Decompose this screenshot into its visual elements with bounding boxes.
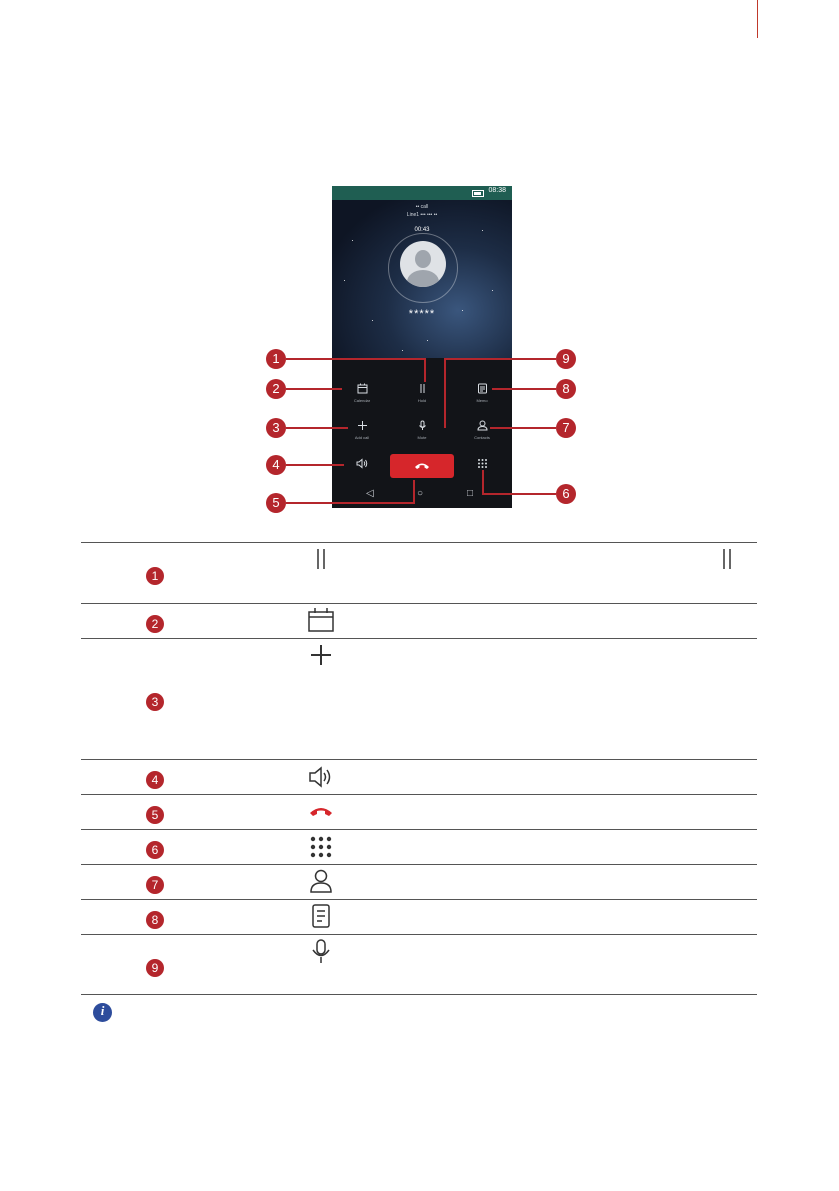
status-bar: [332, 186, 512, 200]
leader-line-9-v: [444, 358, 446, 428]
calendar-label: Calendar: [353, 398, 371, 403]
calendar-button[interactable]: [342, 383, 382, 404]
mute-label: Mute: [417, 435, 427, 440]
leader-line-1: [286, 358, 426, 360]
end-call-button[interactable]: [390, 454, 454, 478]
call-line-text: Line1 ••• ••• ••: [406, 212, 438, 218]
callout-2: 2: [266, 379, 286, 399]
add-call-icon: [342, 420, 382, 435]
navigation-bar: [332, 486, 512, 508]
table-row-number-9: 9: [146, 959, 164, 977]
battery-icon: [472, 190, 484, 197]
memo-label: Memo: [476, 398, 488, 403]
speaker-button[interactable]: [342, 458, 382, 473]
back-icon[interactable]: ◁: [366, 488, 374, 499]
end-call-icon: [414, 461, 430, 471]
table-rule: [81, 829, 757, 830]
caller-name: *****: [408, 308, 436, 320]
hold-icon-inline: [714, 548, 740, 570]
status-time: 08:38: [488, 187, 506, 194]
memo-button[interactable]: [462, 383, 502, 404]
in-call-screenshot: [332, 186, 512, 508]
hold-button[interactable]: [402, 383, 442, 404]
memo-icon: [308, 904, 334, 926]
hold-icon: [308, 548, 334, 570]
leader-line-4: [286, 464, 344, 466]
page-corner-rule: [757, 0, 758, 38]
recents-icon[interactable]: □: [467, 488, 474, 499]
table-row-number-2: 2: [146, 615, 164, 633]
calendar-icon: [308, 608, 334, 630]
hold-icon: [402, 383, 442, 398]
table-rule: [81, 934, 757, 935]
memo-icon: [462, 383, 502, 398]
call-timer: 00:43: [414, 227, 430, 233]
table-rule: [81, 759, 757, 760]
call-type-text: •• call: [415, 204, 429, 210]
table-row-number-8: 8: [146, 911, 164, 929]
table-rule: [81, 864, 757, 865]
callout-4: 4: [266, 455, 286, 475]
leader-line-5-v: [413, 480, 415, 504]
leader-line-8: [492, 388, 556, 390]
table-row-number-4: 4: [146, 771, 164, 789]
hold-label: Hold: [417, 398, 427, 403]
contacts-icon: [308, 869, 334, 891]
table-row-number-6: 6: [146, 841, 164, 859]
table-rule: [81, 638, 757, 639]
callout-9: 9: [556, 349, 576, 369]
table-row-number-5: 5: [146, 806, 164, 824]
leader-line-5: [286, 502, 414, 504]
callout-1: 1: [266, 349, 286, 369]
leader-line-6-v: [482, 470, 484, 495]
table-rule: [81, 794, 757, 795]
dialpad-icon: [308, 836, 334, 858]
avatar: [400, 241, 446, 287]
mute-button[interactable]: [402, 420, 442, 441]
leader-line-9: [444, 358, 556, 360]
info-note-icon: i: [93, 1003, 112, 1022]
callout-5: 5: [266, 493, 286, 513]
speaker-icon: [308, 766, 334, 788]
home-icon[interactable]: ○: [417, 488, 424, 499]
contacts-button[interactable]: [462, 420, 502, 441]
table-rule: [81, 899, 757, 900]
add-call-button[interactable]: [342, 420, 382, 441]
table-row-number-3: 3: [146, 693, 164, 711]
speaker-icon: [342, 458, 382, 473]
add-call-icon: [308, 643, 334, 665]
table-row-number-1: 1: [146, 567, 164, 585]
callout-3: 3: [266, 418, 286, 438]
calendar-icon: [342, 383, 382, 398]
add-call-label: Add call: [354, 435, 370, 440]
callout-6: 6: [556, 484, 576, 504]
leader-line-2: [286, 388, 342, 390]
mute-icon: [402, 420, 442, 435]
table-rule: [81, 542, 757, 543]
contacts-label: Contacts: [474, 435, 490, 440]
callout-7: 7: [556, 418, 576, 438]
table-row-number-7: 7: [146, 876, 164, 894]
leader-line-1-v: [424, 358, 426, 382]
leader-line-3: [286, 427, 348, 429]
leader-line-7: [490, 427, 556, 429]
table-rule: [81, 994, 757, 995]
end-call-icon: [308, 803, 334, 825]
callout-8: 8: [556, 379, 576, 399]
leader-line-6: [482, 493, 556, 495]
table-rule: [81, 603, 757, 604]
mute-icon: [308, 939, 334, 961]
